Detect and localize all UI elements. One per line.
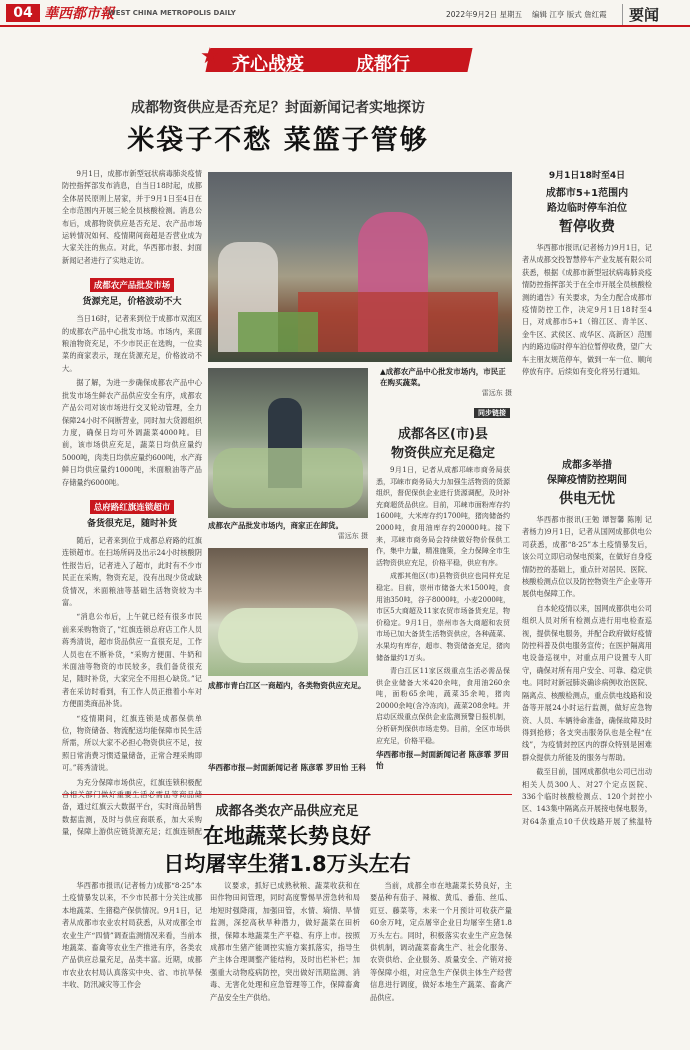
vegetable-col-3	[370, 880, 512, 1030]
sub1-paragraph-1: 当日16时，记者来到位于成都市双流区的成都农产品中心批发市场。市场内，来面粮油物资充足，不少市民正在选购，一位卖菜的商家表示，现在货源充足，价格波动不大。	[62, 314, 202, 373]
sub2-label-wrap	[62, 495, 202, 514]
county-story	[376, 400, 510, 771]
county-paragraph-2: 成都其他区(市)县物资供应也同样充足稳定。目前，崇州市储备大米1500吨，食用油350吨，谷子8000吨，小麦2000吨，市区5大商超及11家农贸市场备货充足，物价稳定。9月1日，崇州市各大商超和农贸市场已加大备货生活物资供应，各种蔬菜、水果均有库存，超市、物资储备充足，猪肉储备量约1万头。	[376, 572, 510, 662]
power-title-3: 供电无忧	[559, 491, 615, 507]
top-photo-credit: 雷远东 摄	[481, 389, 512, 397]
masthead-bar	[0, 0, 690, 26]
banner-left-text: 齐心战疫	[232, 54, 304, 75]
county-title-2: 物资供应充足稳定	[390, 446, 495, 461]
editor-credit: 编辑 江亨 版式 詹红霞	[532, 10, 607, 19]
main-headline: 米袋子不愁 菜篮子管够	[127, 125, 429, 156]
parking-story	[522, 168, 652, 380]
sub2-label: 总府路红旗连锁超市	[90, 500, 175, 514]
header-rule	[0, 25, 690, 27]
power-story	[522, 456, 652, 830]
paper-logo: 華西都市報	[44, 6, 114, 22]
middle-photo-caption-box	[208, 520, 368, 541]
county-paragraph-1: 9月1日，记者从成都邛崃市商务局获悉，邛崃市商务局大力加强生活物资的货源组织，督促保供企业进行货源调配，及时补充商超货品供应。目前，邛崃市面粉库存约1600吨，大米库存约1700吨，猪肉储备约2000吨，食用油库存约20000吨。接下来，邛崃市商务局会持续做好物价保供工作，集中力量，精准施策，全力保障全市生活物资供应充足，价格平稳，供应有序。	[376, 466, 510, 567]
sub1-title: 货源充足，价格波动不大	[82, 297, 182, 308]
bottom-photo-caption-box	[208, 680, 368, 691]
county-paragraph-3: 青白江区11家区级重点生活必需品保供企业储备大米420余吨，食用油260余吨，面粉65余吨，蔬菜35余吨，猪肉20000余吨(含冷冻肉)，蔬菜208余吨。并启动区级重点保供企业监测预警日报机制，分析研判保供市场走势。目前，全区市场供应充足，价格平稳。	[376, 667, 510, 745]
middle-photo-credit: 雷远东 摄	[337, 532, 368, 540]
main-story-col1	[62, 168, 202, 841]
county-title-1: 成都各区(市)县	[398, 427, 488, 442]
paper-english-name: WEST CHINA METROPOLIS DAILY	[108, 9, 236, 17]
power-paragraph-3: 截至目前，国网成都供电公司已出动相关人员300人、对27个定点医院、336个临时核酸检测点、120个封控小区、143集中隔离点开展接电保电服务，对64条重点10千伏线路开展了熊温特	[522, 767, 652, 826]
power-title-2: 保障疫情防控期间	[547, 475, 627, 486]
sub1-label-wrap	[62, 273, 202, 292]
vegetable-story-rule	[62, 794, 512, 795]
bottom-photo-caption: 成都市青白江区一商超内，各类物资供应充足。	[208, 681, 366, 690]
parking-title-3: 暂停收费	[559, 219, 615, 235]
power-paragraph-1: 华西都市报讯(王勉 谭智馨 陈刚 记者杨力)9月1日，记者从国网成都供电公司获悉，成都“8·25”本土疫情暴发后，该公司立即启动保电预案，在做好自身疫情防控的基础上，重点针对居民、医院、核酸检测点位以及防控物资生产企业等开展供电保障工作。	[522, 515, 652, 599]
power-paragraph-2: 自本轮疫情以来，国网成都供电公司组织人员对所有检测点进行用电检查巡视，提供保电服务，并配合政府做好疫情防控科普及供电服务宣传；在医护隔离用电设备巡视中，对重点用户设置专人盯守，确保对所有用户安全、可靠、稳定供电。同时对新冠肺炎确诊病例收治医院、隔离点、核酸检测点，重点供电线路和设备等开展24小时运行监测，做好应急物资、人员、车辆待命准备，确保故障及时得到抢修；各支突击服务队也是全程“在线”，为疫情封控区内的群众特别是困难群众提供力所能及的服务与帮助。	[522, 603, 652, 762]
vegetable-headline-2: 日均屠宰生猪1.8万头左右	[163, 852, 411, 876]
top-photo-caption-box	[380, 366, 512, 398]
banner-right-text: 成都行	[356, 54, 410, 75]
section-label: 要闻	[622, 4, 659, 25]
sub2-paragraph-2: “消息公布后，上午就已经有很多市民前来采购物资了，”红旗连锁总府店工作人员蒋秀清说，超市货品供应一直很充足，工作人员也在不断补货，“采购方便面、牛奶和米面油等物资的市民较多，我们备货很充足，随时补货，大家完全不用担心缺货。”记者在采访时看到，有工作人员正推着小车对方便面类商品补货。	[62, 612, 202, 709]
market-photo-middle	[208, 368, 368, 518]
star-icon: ★	[200, 44, 220, 69]
campaign-banner	[200, 42, 480, 78]
vegetable-col-2	[210, 880, 360, 1030]
power-title-1: 成都多举措	[562, 460, 612, 471]
sub2-paragraph-3: “疫情期间，红旗连锁是成都保供单位，物资储备、物流配送均能保障市民生活所需，所以大家不必担心物资供应不足，按照日常消费习惯适量储备，正常合理采购即可。”蒋秀清说。	[62, 713, 202, 773]
vegetable-paragraph-1: 华西都市报讯(记者杨力)成都“8·25”本土疫情暴发以来，不少市民都十分关注成都本地蔬菜、生猪稳产保供情况。9月1日，记者从成都市农业农村局获悉，从对成都全市农业生产“四情”调查监测情况来看，当前本地蔬菜、畜禽等农业生产推进有序，各类农产品供应总量充足，品类丰富。近期，成都市农业农村局认真落实中央、省、市抗旱保丰收、防汛减灾等工作会	[62, 881, 202, 990]
parking-kicker: 9月1日18时至4日	[548, 171, 626, 181]
sub2-paragraph-4: 为充分保障市场供应，红旗连锁积极配 备，通过红旗云大数据平台，实时商品销售数据监测，及时与供应商联系，加大采购量，保障上游供应链货源充足；红旗连锁配	[62, 777, 202, 837]
vegetable-paragraph-2: 议要求，抓好已成熟秋粮、蔬菜收获和在田作物田间管理，同时高度警惕旱涝急转和局地短时强降雨，加强田管，水情、墒情、旱情监测，深挖高秋旱种潜力，做好蔬菜在田析报，保障本地蔬菜生产平稳、有序上市。按照成都市生猪产能调控实施方案抓落实，指导生产主体合理调整产能结构，及时出栏补栏；加强重大动物疫病防控，突出做好汛期监测、消毒、无害化处理和应急管理等工作，保障畜禽产品安全生产供给。	[210, 881, 360, 1002]
vegetable-kicker: 成都各类农产品供应充足	[215, 804, 359, 819]
vegetable-col-1	[62, 880, 202, 1030]
supermarket-photo	[208, 548, 368, 676]
issue-date: 2022年9月2日 星期五	[446, 10, 523, 19]
sub2-title: 备货很充足，随时补货	[86, 518, 177, 529]
page-number: 04	[6, 4, 40, 22]
top-photo-caption: ▲成都农产品中心批发市场内，市民正在购买蔬菜。	[380, 367, 506, 387]
sub2-paragraph-1: 随后，记者来到位于成都总府路的红旗连锁超市。在扫场所码及出示24小时核酸阴性报告后，记者进入了超市，此时有不少市民正在采购，物资充足，没有出现少货或缺货情况，米面粮油等基础生活物资较为丰富。	[62, 535, 202, 607]
main-byline: 华西都市报—封面新闻记者 陈彦霏 罗田怡 王科	[208, 763, 366, 772]
parking-title-1: 成都市5+1范围内	[545, 188, 629, 199]
parking-title-2: 路边临时停车泊位	[547, 203, 627, 214]
parking-paragraph: 华西都市报讯(记者杨力)9月1日，记者从成都交投智慧停车产业发展有限公司获悉，根据《成都市新型冠状病毒肺炎疫情防控指挥部关于在全市开展全员核酸检测的通告》有关要求，为全力配合成都市疫情防控工作，决定9月1日18时至4日，对成都市5+1（锦江区、青羊区、金牛区、武侯区、成华区、高新区）范围内的路边临时停车泊位暂停收费，望广大车主朋友规范停车，做到一车一位、顺向停放有序。后续如有变化将另行通知。	[522, 243, 652, 377]
market-photo-top	[208, 172, 512, 362]
sub1-label: 成都农产品批发市场	[90, 278, 175, 292]
county-tag: 同步链接	[376, 400, 510, 419]
sub1-paragraph-2: 据了解，为进一步确保成都农产品中心批发市场生鲜农产品供应安全有序，成都农产品公司对该市场进行交叉轮动管理，全力保障24小时不间断营业，同时加大货源组织力度，确保日均可外调蔬菜4000吨。目前，该市场供应充足，蔬菜日均供应量约5000吨，肉类日均供应量约600吨，水产海鲜日均供应量约1000吨，米面粮油等产品存储量约6000吨。	[62, 378, 202, 487]
main-kicker: 成都物资供应是否充足？封面新闻记者实地探访	[131, 100, 425, 116]
vegetable-paragraph-3: 当前，成都全市在地蔬菜长势良好，主要品种有茄子、辣椒、黄瓜、番茄、丝瓜、豇豆、藤菜等，未来一个月预计可收获产量60余万吨，定点屠宰企业日均屠宰生猪1.8万头左右。同时，积极落实农业生产应急保供机制，调动蔬菜畜禽生产、社会化服务、农资供给、企业服务、质量安全、产销对接等保障小组，对应急生产保供主体生产经营信息进行调度，做好本地生产蔬菜、畜禽产品供应。	[370, 881, 512, 1002]
lead-paragraph: 9月1日，成都市新型冠状病毒肺炎疫情防控指挥部发布消息，自当日18时起，成都全体居民原则上居家，并于9月1日至4日在全市范围内开展三轮全员核酸检测。消息公布后，成都物资供应是否充足、农产品市场运转情况如何、疫情期间商超是否营业成为大家关注的焦点。对此，华西都市报、封面新闻记者进行了实地走访。	[62, 169, 202, 265]
middle-photo-caption: 成都农产品批发市场内，商家正在卸货。	[208, 521, 343, 530]
county-byline: 华西都市报—封面新闻记者 陈彦霏 罗田怡	[376, 750, 509, 771]
vegetable-headline-1: 在地蔬菜长势良好	[203, 824, 371, 848]
